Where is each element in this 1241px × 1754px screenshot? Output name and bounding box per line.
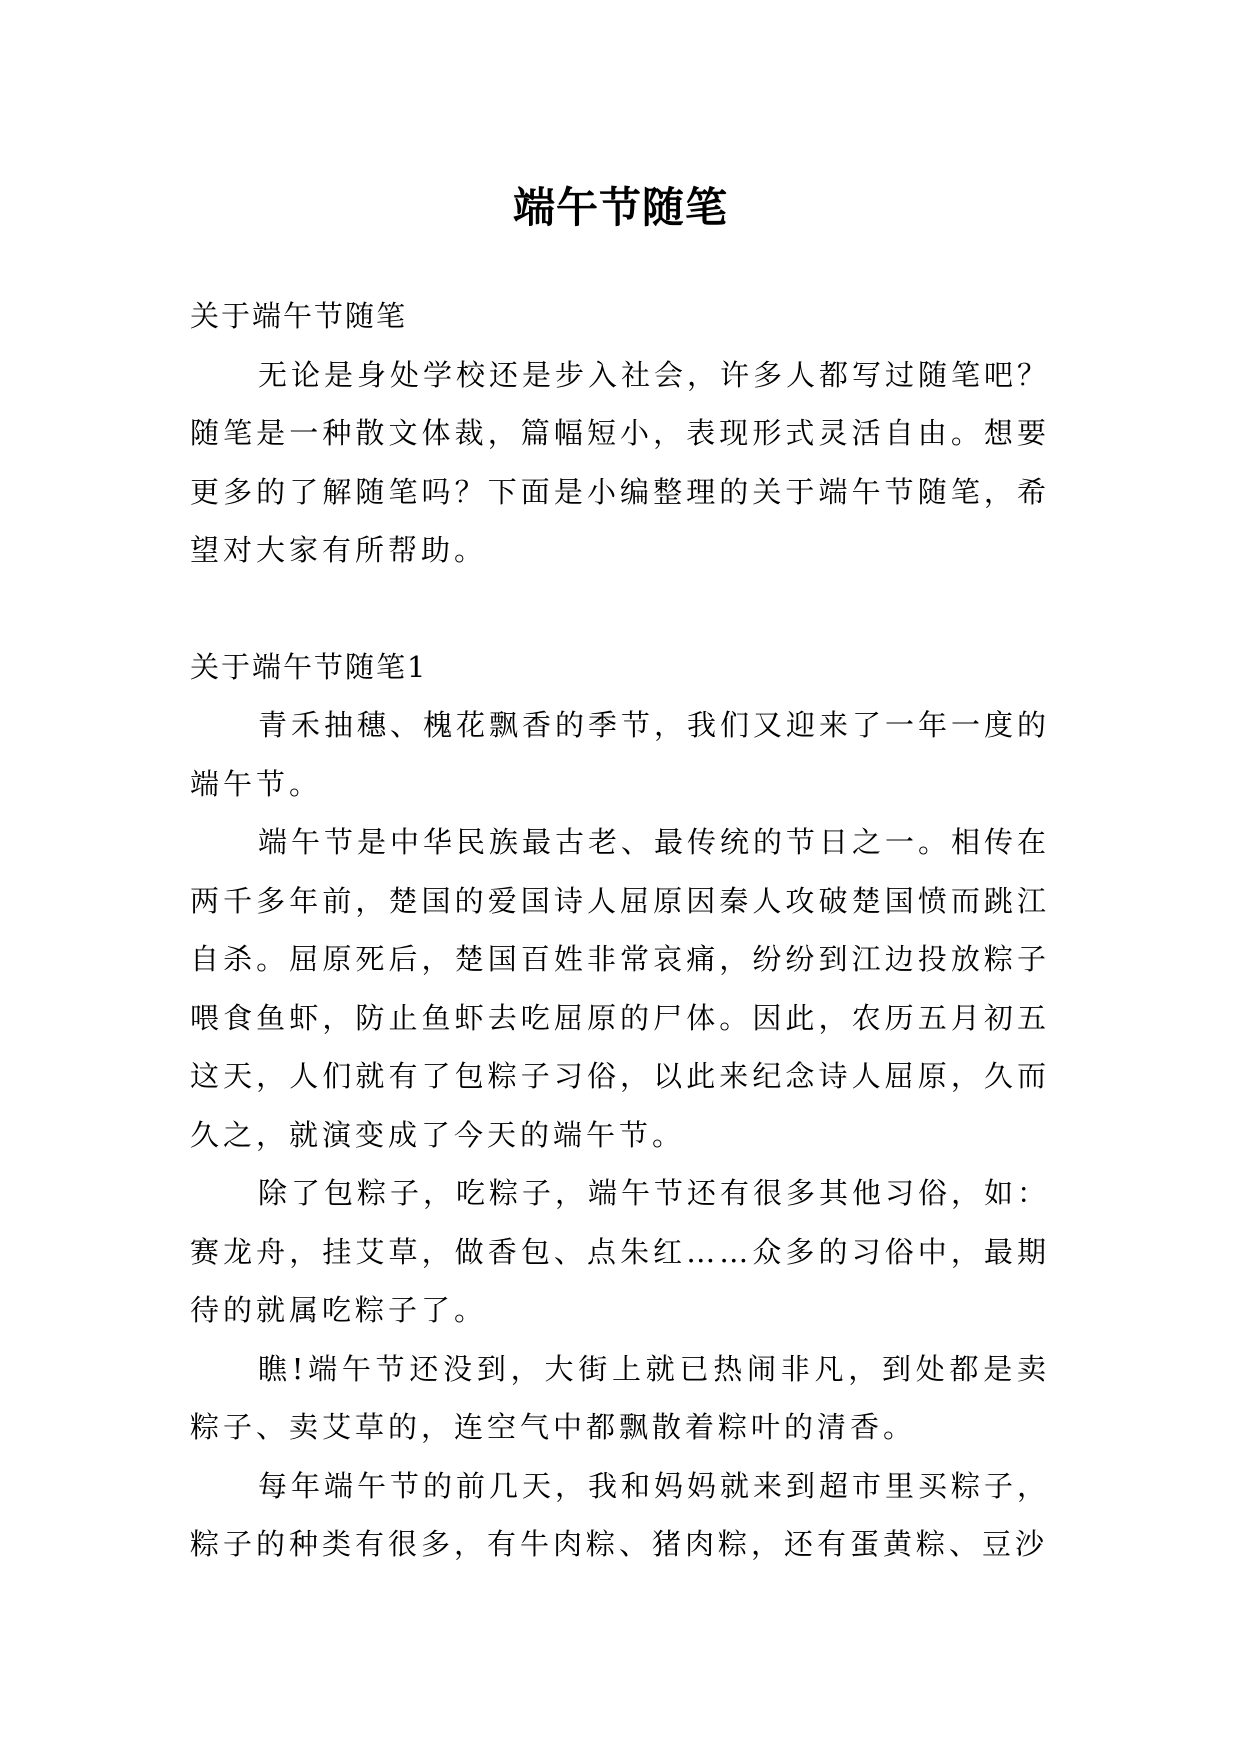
- section-1-paragraph-5: 每年端午节的前几天，我和妈妈就来到超市里买粽子，粽子的种类有很多，有牛肉粽、猪肉粽，还有蛋黄粽、豆沙: [190, 1468, 1051, 1561]
- intro-heading: 关于端午节随笔: [190, 299, 408, 333]
- section-1-paragraph-1: 青禾抽穗、槐花飘香的季节，我们又迎来了一年一度的端午节。: [190, 708, 1051, 801]
- section-1-paragraph-3: 除了包粽子，吃粽子，端午节还有很多其他习俗，如：赛龙舟，挂艾草，做香包、点朱红……众多的习俗中，最期待的就属吃粽子了。: [190, 1176, 1051, 1327]
- page-title: 端午节随笔: [512, 183, 728, 233]
- intro-paragraph: 无论是身处学校还是步入社会，许多人都写过随笔吧？随笔是一种散文体裁，篇幅短小，表现形式灵活自由。想要更多的了解随笔吗？下面是小编整理的关于端午节随笔，希望对大家有所帮助。: [190, 357, 1051, 567]
- section-1-heading: 关于端午节随笔1: [190, 649, 428, 684]
- section-1-paragraph-2: 端午节是中华民族最古老、最传统的节日之一。相传在两千多年前，楚国的爱国诗人屈原因秦人攻破楚国愤而跳江自杀。屈原死后，楚国百姓非常哀痛，纷纷到江边投放粽子喂食鱼虾，防止鱼虾去吃屈原的尸体。因此，农历五月初五这天，人们就有了包粽子习俗，以此来纪念诗人屈原，久而久之，就演变成了今天的端午节。: [190, 825, 1051, 1152]
- section-spacer: [190, 580, 1050, 638]
- section-1-paragraph-4: 瞧!端午节还没到，大街上就已热闹非凡，到处都是卖粽子、卖艾草的，连空气中都飘散着粽叶的清香。: [190, 1351, 1050, 1444]
- document-body: [190, 287, 1050, 1574]
